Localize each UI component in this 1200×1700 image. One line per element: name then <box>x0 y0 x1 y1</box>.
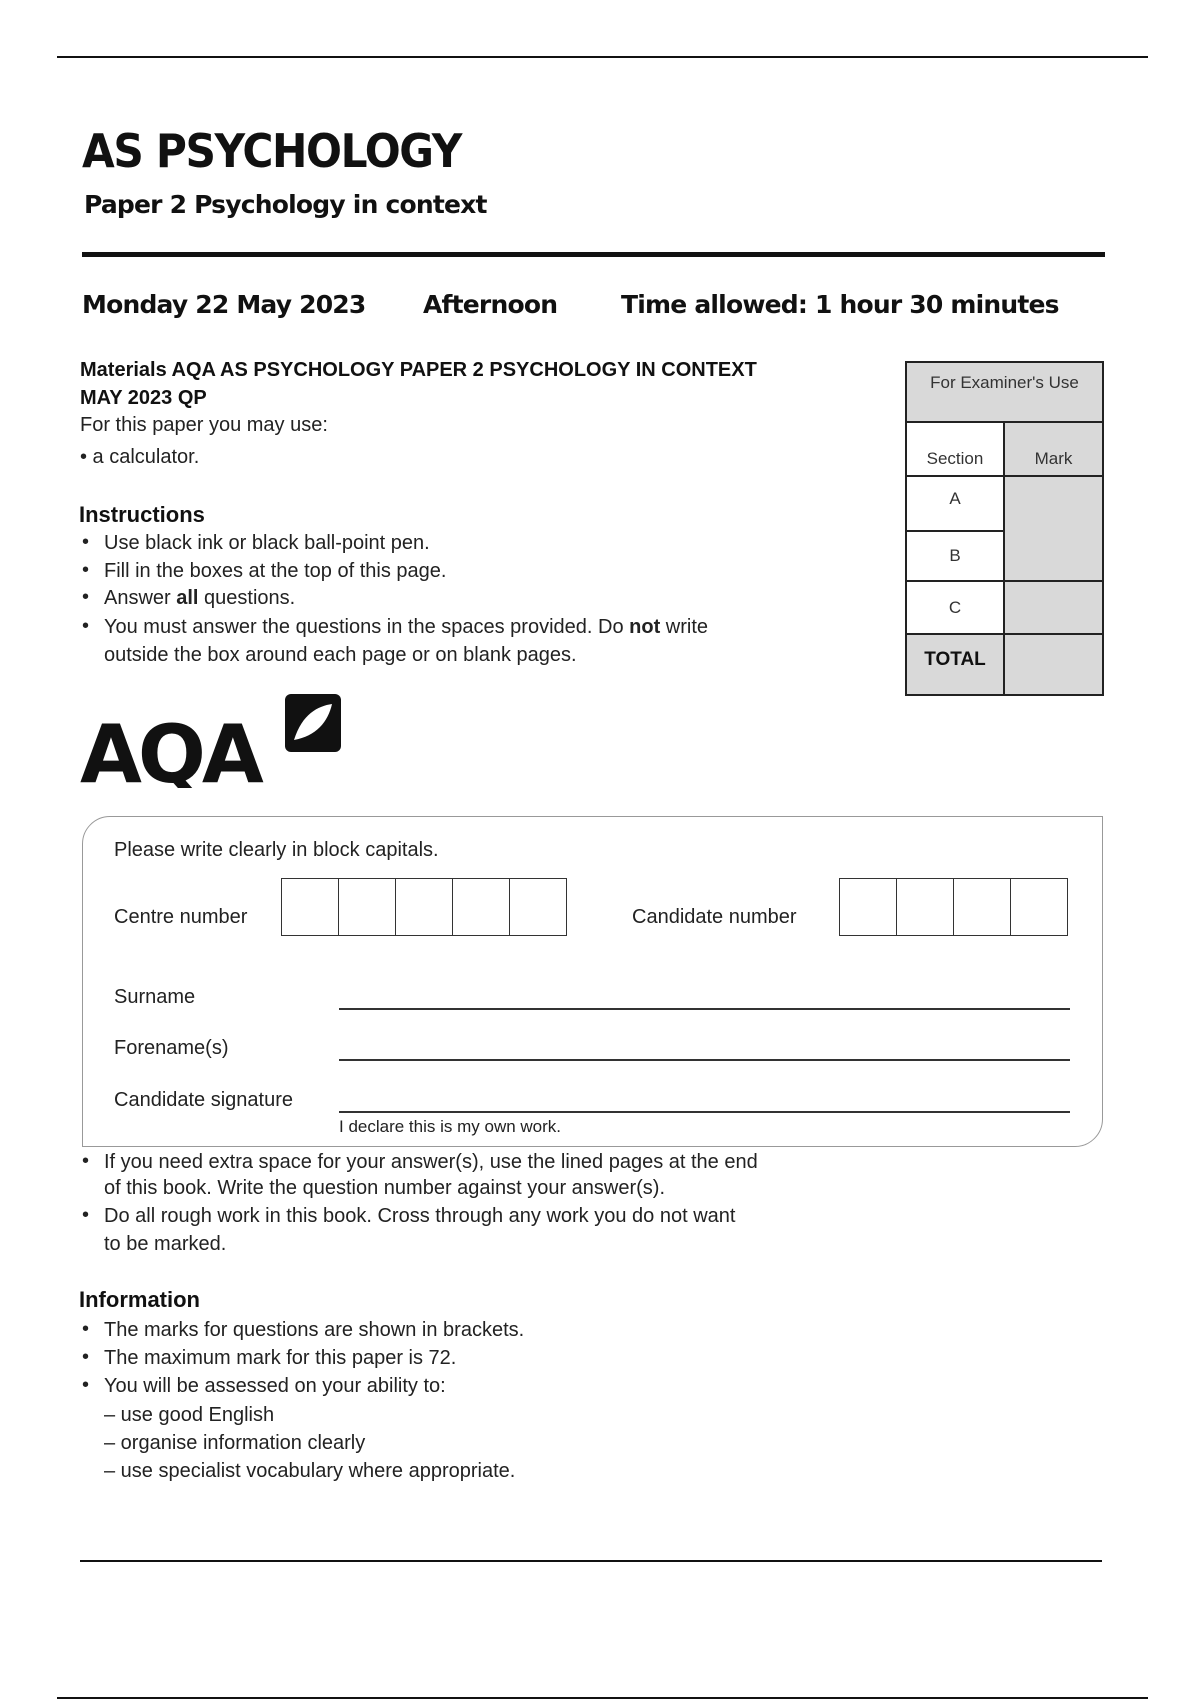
instruction-item-continued: of this book. Write the question number against your answer(s). <box>104 1177 666 1199</box>
aqa-logo <box>80 692 342 788</box>
time-allowed: Time allowed: 1 hour 30 minutes <box>621 290 1059 319</box>
candidate-number-input[interactable] <box>839 878 1068 936</box>
page-bottom-rule <box>57 1697 1148 1699</box>
instruction-emphasis: not <box>629 616 661 638</box>
centre-number-label: Centre number <box>114 906 248 928</box>
forename-field[interactable] <box>339 1059 1070 1061</box>
information-heading: Information <box>79 1287 200 1312</box>
instruction-text: questions. <box>198 587 296 609</box>
examiner-use-table <box>905 361 1104 696</box>
digit-box[interactable] <box>840 879 897 935</box>
information-subitem: – use specialist vocabulary where appropriate. <box>104 1460 516 1482</box>
instructions-heading: Instructions <box>79 502 205 527</box>
mark-header: Mark <box>1004 422 1103 476</box>
surname-label: Surname <box>114 986 196 1008</box>
bottom-rule <box>80 1560 1102 1562</box>
digit-box[interactable] <box>510 879 566 935</box>
digit-box[interactable] <box>1011 879 1067 935</box>
instruction-item <box>104 615 708 639</box>
digit-box[interactable] <box>339 879 396 935</box>
page-title: AS PSYCHOLOGY <box>82 124 461 178</box>
form-instruction: Please write clearly in block capitals. <box>114 839 439 861</box>
exam-date: Monday 22 May 2023 <box>82 290 366 319</box>
information-item: The maximum mark for this paper is 72. <box>104 1347 457 1369</box>
total-mark-cell <box>1004 634 1103 695</box>
title-rule <box>82 252 1105 257</box>
paper-subtitle: Paper 2 Psychology in context <box>84 190 487 219</box>
instruction-text: write <box>660 616 709 638</box>
instruction-text: Answer <box>104 587 177 609</box>
bullet: • <box>82 586 90 608</box>
centre-number-input[interactable] <box>281 878 567 936</box>
bullet: • <box>82 559 90 581</box>
svg-text:AQA: AQA <box>80 708 260 788</box>
materials-line2: MAY 2023 QP <box>80 387 207 409</box>
declaration-text: I declare this is my own work. <box>339 1117 562 1136</box>
mark-cell-c <box>1004 581 1103 634</box>
digit-box[interactable] <box>396 879 453 935</box>
bullet: • <box>82 1374 90 1396</box>
information-item: You will be assessed on your ability to: <box>104 1375 446 1397</box>
signature-field[interactable] <box>339 1111 1070 1113</box>
bullet: • <box>82 1346 90 1368</box>
materials-intro: For this paper you may use: <box>80 414 328 436</box>
aqa-logo-graphic <box>80 692 342 788</box>
digit-box[interactable] <box>897 879 954 935</box>
instruction-emphasis: all <box>176 587 199 609</box>
section-a: A <box>906 476 1004 531</box>
materials-line1: Materials AQA AS PSYCHOLOGY PAPER 2 PSYCHOLOGY IN CONTEXT <box>80 359 757 381</box>
exam-session: Afternoon <box>423 290 558 319</box>
bullet: • <box>82 1204 90 1226</box>
instruction-item-continued: outside the box around each page or on blank pages. <box>104 644 577 666</box>
instruction-item: Fill in the boxes at the top of this page. <box>104 560 447 582</box>
total-label: TOTAL <box>906 634 1004 695</box>
instruction-item: If you need extra space for your answer(s), use the lined pages at the end <box>104 1151 758 1173</box>
bullet: • <box>82 615 90 637</box>
section-b: B <box>906 531 1004 581</box>
bullet: • <box>82 1150 90 1172</box>
signature-label: Candidate signature <box>114 1089 294 1111</box>
forename-label: Forename(s) <box>114 1037 229 1059</box>
bullet: • <box>82 531 90 553</box>
information-subitem: – organise information clearly <box>104 1432 366 1454</box>
instruction-item: Use black ink or black ball-point pen. <box>104 532 430 554</box>
instruction-item: Do all rough work in this book. Cross through any work you do not want <box>104 1205 736 1227</box>
digit-box[interactable] <box>954 879 1011 935</box>
surname-field[interactable] <box>339 1008 1070 1010</box>
bullet: • <box>82 1318 90 1340</box>
top-rule <box>57 56 1148 58</box>
digit-box[interactable] <box>453 879 510 935</box>
examiner-table-heading: For Examiner's Use <box>906 362 1103 422</box>
materials-item: • a calculator. <box>80 446 200 468</box>
candidate-number-label: Candidate number <box>632 906 797 928</box>
section-header: Section <box>906 422 1004 476</box>
mark-cell-ab <box>1004 476 1103 581</box>
digit-box[interactable] <box>282 879 339 935</box>
information-item: The marks for questions are shown in brackets. <box>104 1319 525 1341</box>
instruction-item <box>104 586 295 610</box>
instruction-text: You must answer the questions in the spaces provided. Do <box>104 616 630 638</box>
instruction-item-continued: to be marked. <box>104 1233 227 1255</box>
information-subitem: – use good English <box>104 1404 275 1426</box>
section-c: C <box>906 581 1004 634</box>
